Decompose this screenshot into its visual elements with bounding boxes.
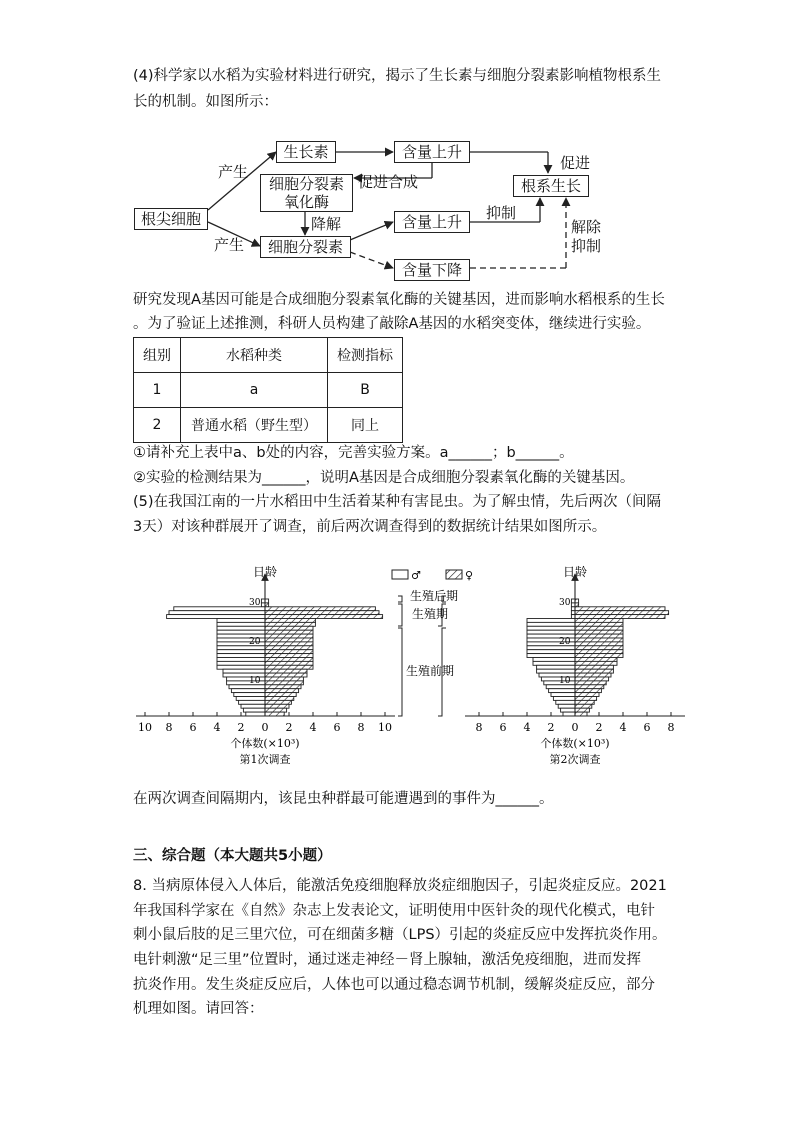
bar-female-age-1 <box>575 712 587 716</box>
bar-male-age-24 <box>527 622 575 626</box>
bar-female-age-26 <box>575 615 665 619</box>
bar-male-age-15 <box>533 658 575 662</box>
q4-intro-line2: 长的机制。如图所示： <box>133 94 278 110</box>
label-produce-2: 产生 <box>214 236 245 254</box>
table-cell: 同上 <box>328 408 403 443</box>
bar-female-age-5 <box>575 697 597 701</box>
bar-male-age-2 <box>243 708 265 712</box>
label-produce-1: 产生 <box>218 163 249 181</box>
bar-female-age-3 <box>265 704 289 708</box>
legend-male-swatch <box>392 570 408 579</box>
box-auxin: 生长素 <box>276 141 336 163</box>
bar-male-age-23 <box>527 626 575 630</box>
x-axis-label: 个体数(×10³) <box>230 737 300 750</box>
y-tick-label: 20 <box>249 636 261 647</box>
bar-female-age-26 <box>265 615 383 619</box>
bar-male-age-4 <box>556 700 575 704</box>
q8-line6: 机理如图。请回答： <box>133 1001 264 1017</box>
bar-male-age-12 <box>537 669 575 673</box>
bar-female-age-20 <box>575 638 623 642</box>
bar-female-age-22 <box>265 630 313 634</box>
stage-label-reproductive: 生殖期 <box>412 607 449 621</box>
table-cell: 2 <box>134 408 181 443</box>
bar-male-age-3 <box>558 704 575 708</box>
bar-female-age-5 <box>265 697 294 701</box>
bar-male-age-17 <box>217 650 265 654</box>
x-tick-label: 8 <box>667 721 675 734</box>
bar-male-age-25 <box>527 619 575 623</box>
x-tick-label: 0 <box>571 721 579 734</box>
bar-female-age-25 <box>575 619 623 623</box>
bar-female-age-24 <box>265 622 315 626</box>
q4-sub1: ①请补充上表中a、b处的内容，完善实验方案。a______；b______。 <box>133 445 574 461</box>
x-tick-label: 6 <box>333 721 341 734</box>
stage-brackets <box>398 588 458 716</box>
bar-male-age-12 <box>223 669 265 673</box>
x-tick-label: 8 <box>475 721 483 734</box>
label-inhibit: 抑制 <box>486 204 517 222</box>
q8-line2: 年我国科学家在《自然》杂志上发表论文，证明使用中医针灸的现代化模式，电针 <box>133 903 655 919</box>
bar-female-age-1 <box>265 712 284 716</box>
q4-finding-line1: 研究发现A基因可能是合成细胞分裂素氧化酶的关键基因，进而影响水稻根系的生长 <box>133 292 665 308</box>
bar-female-age-11 <box>265 673 307 677</box>
x-axis-label: 个体数(×10³) <box>540 737 610 750</box>
x-tick-label: 8 <box>165 721 173 734</box>
table-row <box>134 373 403 408</box>
box-content-rise-2: 含量上升 <box>394 211 470 233</box>
stage-label-post: 生殖后期 <box>410 589 459 603</box>
bar-male-age-13 <box>217 665 265 669</box>
bar-female-age-9 <box>575 681 606 685</box>
x-tick-label: 2 <box>547 721 555 734</box>
q8-line4: 电针刺激“足三里”位置时，通过迷走神经－肾上腺轴，激活免疫细胞，进而发挥 <box>133 952 642 968</box>
bar-female-age-9 <box>265 681 303 685</box>
stage-label-pre: 生殖前期 <box>406 664 455 678</box>
bar-female-age-19 <box>575 642 623 646</box>
q4-finding-line2: 。为了验证上述推测，科研人员构建了敲除A基因的水稻突变体，继续进行实验。 <box>133 316 651 332</box>
x-tick-label: 6 <box>189 721 197 734</box>
q8-line5: 抗炎作用。发生炎症反应后，人体也可以通过稳态调节机制，缓解炎症反应，部分 <box>133 977 655 993</box>
bar-female-age-10 <box>575 677 609 681</box>
x-tick-label: 4 <box>309 721 317 734</box>
legend-female-swatch <box>446 570 462 579</box>
box-cytokinin: 细胞分裂素 <box>260 236 351 258</box>
bar-male-age-6 <box>234 693 265 697</box>
y-tick-label: 30 <box>249 597 261 608</box>
bar-male-age-7 <box>549 689 575 693</box>
label-release-1: 解除 <box>571 218 602 236</box>
bar-female-age-15 <box>575 658 617 662</box>
x-tick-label: 6 <box>643 721 651 734</box>
box-oxidase-line2: 氧化酶 <box>283 193 329 211</box>
chart-survey-2 <box>465 564 685 766</box>
x-tick-label: 8 <box>357 721 365 734</box>
bar-female-age-19 <box>265 642 313 646</box>
chart-title: 第2次调查 <box>549 753 601 766</box>
bar-female-age-21 <box>265 634 313 638</box>
bar-female-age-24 <box>575 622 623 626</box>
bar-male-age-22 <box>217 630 265 634</box>
bar-female-age-27 <box>265 611 379 615</box>
bar-female-age-10 <box>265 677 303 681</box>
x-tick-label: 6 <box>499 721 507 734</box>
label-promote: 促进 <box>560 154 591 172</box>
bar-male-age-16 <box>217 654 265 658</box>
label-degrade: 降解 <box>311 215 342 233</box>
x-tick-label: 10 <box>378 721 392 734</box>
box-oxidase <box>260 174 353 212</box>
table-row <box>134 408 403 443</box>
bar-female-age-21 <box>575 634 623 638</box>
bar-male-age-4 <box>239 700 265 704</box>
bar-male-age-7 <box>231 689 265 693</box>
q5-line1: (5)在我国江南的一片水稻田中生活着某种有害昆虫。为了解虫情，先后两次（间隔 <box>133 494 662 510</box>
bar-female-age-4 <box>575 700 594 704</box>
bar-female-age-20 <box>265 638 313 642</box>
bar-male-age-2 <box>561 708 575 712</box>
legend-male: ♂ <box>411 569 421 582</box>
legend-female: ♀ <box>465 569 474 582</box>
bar-female-age-18 <box>265 646 313 650</box>
bar-male-age-17 <box>527 650 575 654</box>
y-tick-label: 10 <box>559 675 571 686</box>
box-root-cell: 根尖细胞 <box>134 208 208 230</box>
bar-female-age-7 <box>265 689 299 693</box>
bar-male-age-15 <box>217 658 265 662</box>
q4-intro-line1: (4)科学家以水稻为实验材料进行研究，揭示了生长素与细胞分裂素影响植物根系生 <box>133 68 662 84</box>
q5-question: 在两次调查间隔期内，该昆虫种群最可能遭遇到的事件为______。 <box>133 791 554 807</box>
table-header-row <box>134 338 403 373</box>
box-oxidase-line1: 细胞分裂素 <box>268 175 344 193</box>
bar-female-age-13 <box>575 665 613 669</box>
bar-male-age-1 <box>246 712 265 716</box>
bar-female-age-17 <box>575 650 623 654</box>
bar-female-age-15 <box>265 658 313 662</box>
bar-male-age-27 <box>169 611 265 615</box>
bar-male-age-14 <box>217 661 265 665</box>
x-tick-label: 2 <box>285 721 293 734</box>
chart-survey-1 <box>136 564 395 766</box>
table-cell: 1 <box>134 373 181 408</box>
x-tick-label: 4 <box>619 721 627 734</box>
bar-male-age-14 <box>533 661 575 665</box>
bar-female-age-6 <box>265 693 296 697</box>
bar-female-age-28 <box>265 607 375 611</box>
table-header: 水稻种类 <box>181 338 328 373</box>
bar-female-age-16 <box>265 654 313 658</box>
arrow-cyto-fall <box>350 252 393 268</box>
bar-female-age-22 <box>575 630 623 634</box>
y-axis-label: 日龄 <box>253 565 278 579</box>
q5-line2: 3天）对该种群展开了调查，前后两次调查得到的数据统计结果如图所示。 <box>133 519 607 535</box>
table-cell: a <box>181 373 328 408</box>
box-root-growth: 根系生长 <box>513 175 589 197</box>
bar-female-age-23 <box>575 626 623 630</box>
x-tick-label: 2 <box>237 721 245 734</box>
age-pyramid-charts <box>0 560 793 780</box>
table-cell: B <box>328 373 403 408</box>
table-header: 组别 <box>134 338 181 373</box>
bar-female-age-16 <box>575 654 623 658</box>
bar-female-age-14 <box>575 661 617 665</box>
bar-female-age-12 <box>575 669 613 673</box>
bar-female-age-4 <box>265 700 291 704</box>
bar-female-age-18 <box>575 646 623 650</box>
bar-female-age-2 <box>575 708 589 712</box>
bar-female-age-7 <box>575 689 601 693</box>
bar-female-age-27 <box>575 611 669 615</box>
section-heading: 三、综合题（本大题共5小题） <box>133 848 332 864</box>
bar-female-age-12 <box>265 669 307 673</box>
box-content-fall: 含量下降 <box>394 259 470 281</box>
bar-male-age-3 <box>241 704 265 708</box>
bar-female-age-28 <box>575 607 665 611</box>
table-header: 检测指标 <box>328 338 403 373</box>
x-tick-label: 10 <box>138 721 152 734</box>
y-tick-label: 30 <box>559 597 571 608</box>
bar-male-age-5 <box>553 697 575 701</box>
bar-male-age-22 <box>527 630 575 634</box>
y-tick-label: 20 <box>559 636 571 647</box>
x-tick-label: 4 <box>213 721 221 734</box>
bar-female-age-13 <box>265 665 313 669</box>
bar-female-age-8 <box>575 685 604 689</box>
bar-female-age-23 <box>265 626 313 630</box>
bar-female-age-6 <box>575 693 599 697</box>
q4-sub2: ②实验的检测结果为______，说明A基因是合成细胞分裂素氧化酶的关键基因。 <box>133 470 635 486</box>
bar-female-age-3 <box>575 704 592 708</box>
bar-male-age-26 <box>167 615 265 619</box>
q8-line3: 刺小鼠后肢的足三里穴位，可在细菌多糖（LPS）引起的炎症反应中发挥抗炎作用。 <box>133 927 667 943</box>
x-tick-label: 0 <box>261 721 269 734</box>
bar-male-age-16 <box>527 654 575 658</box>
x-tick-label: 2 <box>595 721 603 734</box>
legend <box>392 569 473 582</box>
bar-male-age-13 <box>537 665 575 669</box>
bar-female-age-11 <box>575 673 611 677</box>
bar-male-age-5 <box>236 697 265 701</box>
x-tick-label: 4 <box>523 721 531 734</box>
chart-title: 第1次调查 <box>239 753 291 766</box>
bar-male-age-1 <box>563 712 575 716</box>
bar-female-age-14 <box>265 661 313 665</box>
bar-female-age-8 <box>265 685 301 689</box>
bar-male-age-25 <box>217 619 265 623</box>
table-cell: 普通水稻（野生型） <box>181 408 328 443</box>
arrow-cyto-rise <box>350 222 393 240</box>
bar-female-age-25 <box>265 619 315 623</box>
bar-male-age-6 <box>551 693 575 697</box>
bar-male-age-23 <box>217 626 265 630</box>
y-axis-label: 日龄 <box>563 565 588 579</box>
bar-female-age-17 <box>265 650 313 654</box>
label-promote-synthesis: 促进合成 <box>358 173 419 191</box>
bar-male-age-24 <box>217 622 265 626</box>
q8-line1: 8. 当病原体侵入人体后，能激活免疫细胞释放炎症细胞因子，引起炎症反应。2021 <box>133 878 667 894</box>
label-release-2: 抑制 <box>571 237 602 255</box>
y-tick-label: 10 <box>249 675 261 686</box>
box-content-rise-1: 含量上升 <box>394 141 470 163</box>
bar-female-age-2 <box>265 708 287 712</box>
experiment-table <box>133 337 403 443</box>
